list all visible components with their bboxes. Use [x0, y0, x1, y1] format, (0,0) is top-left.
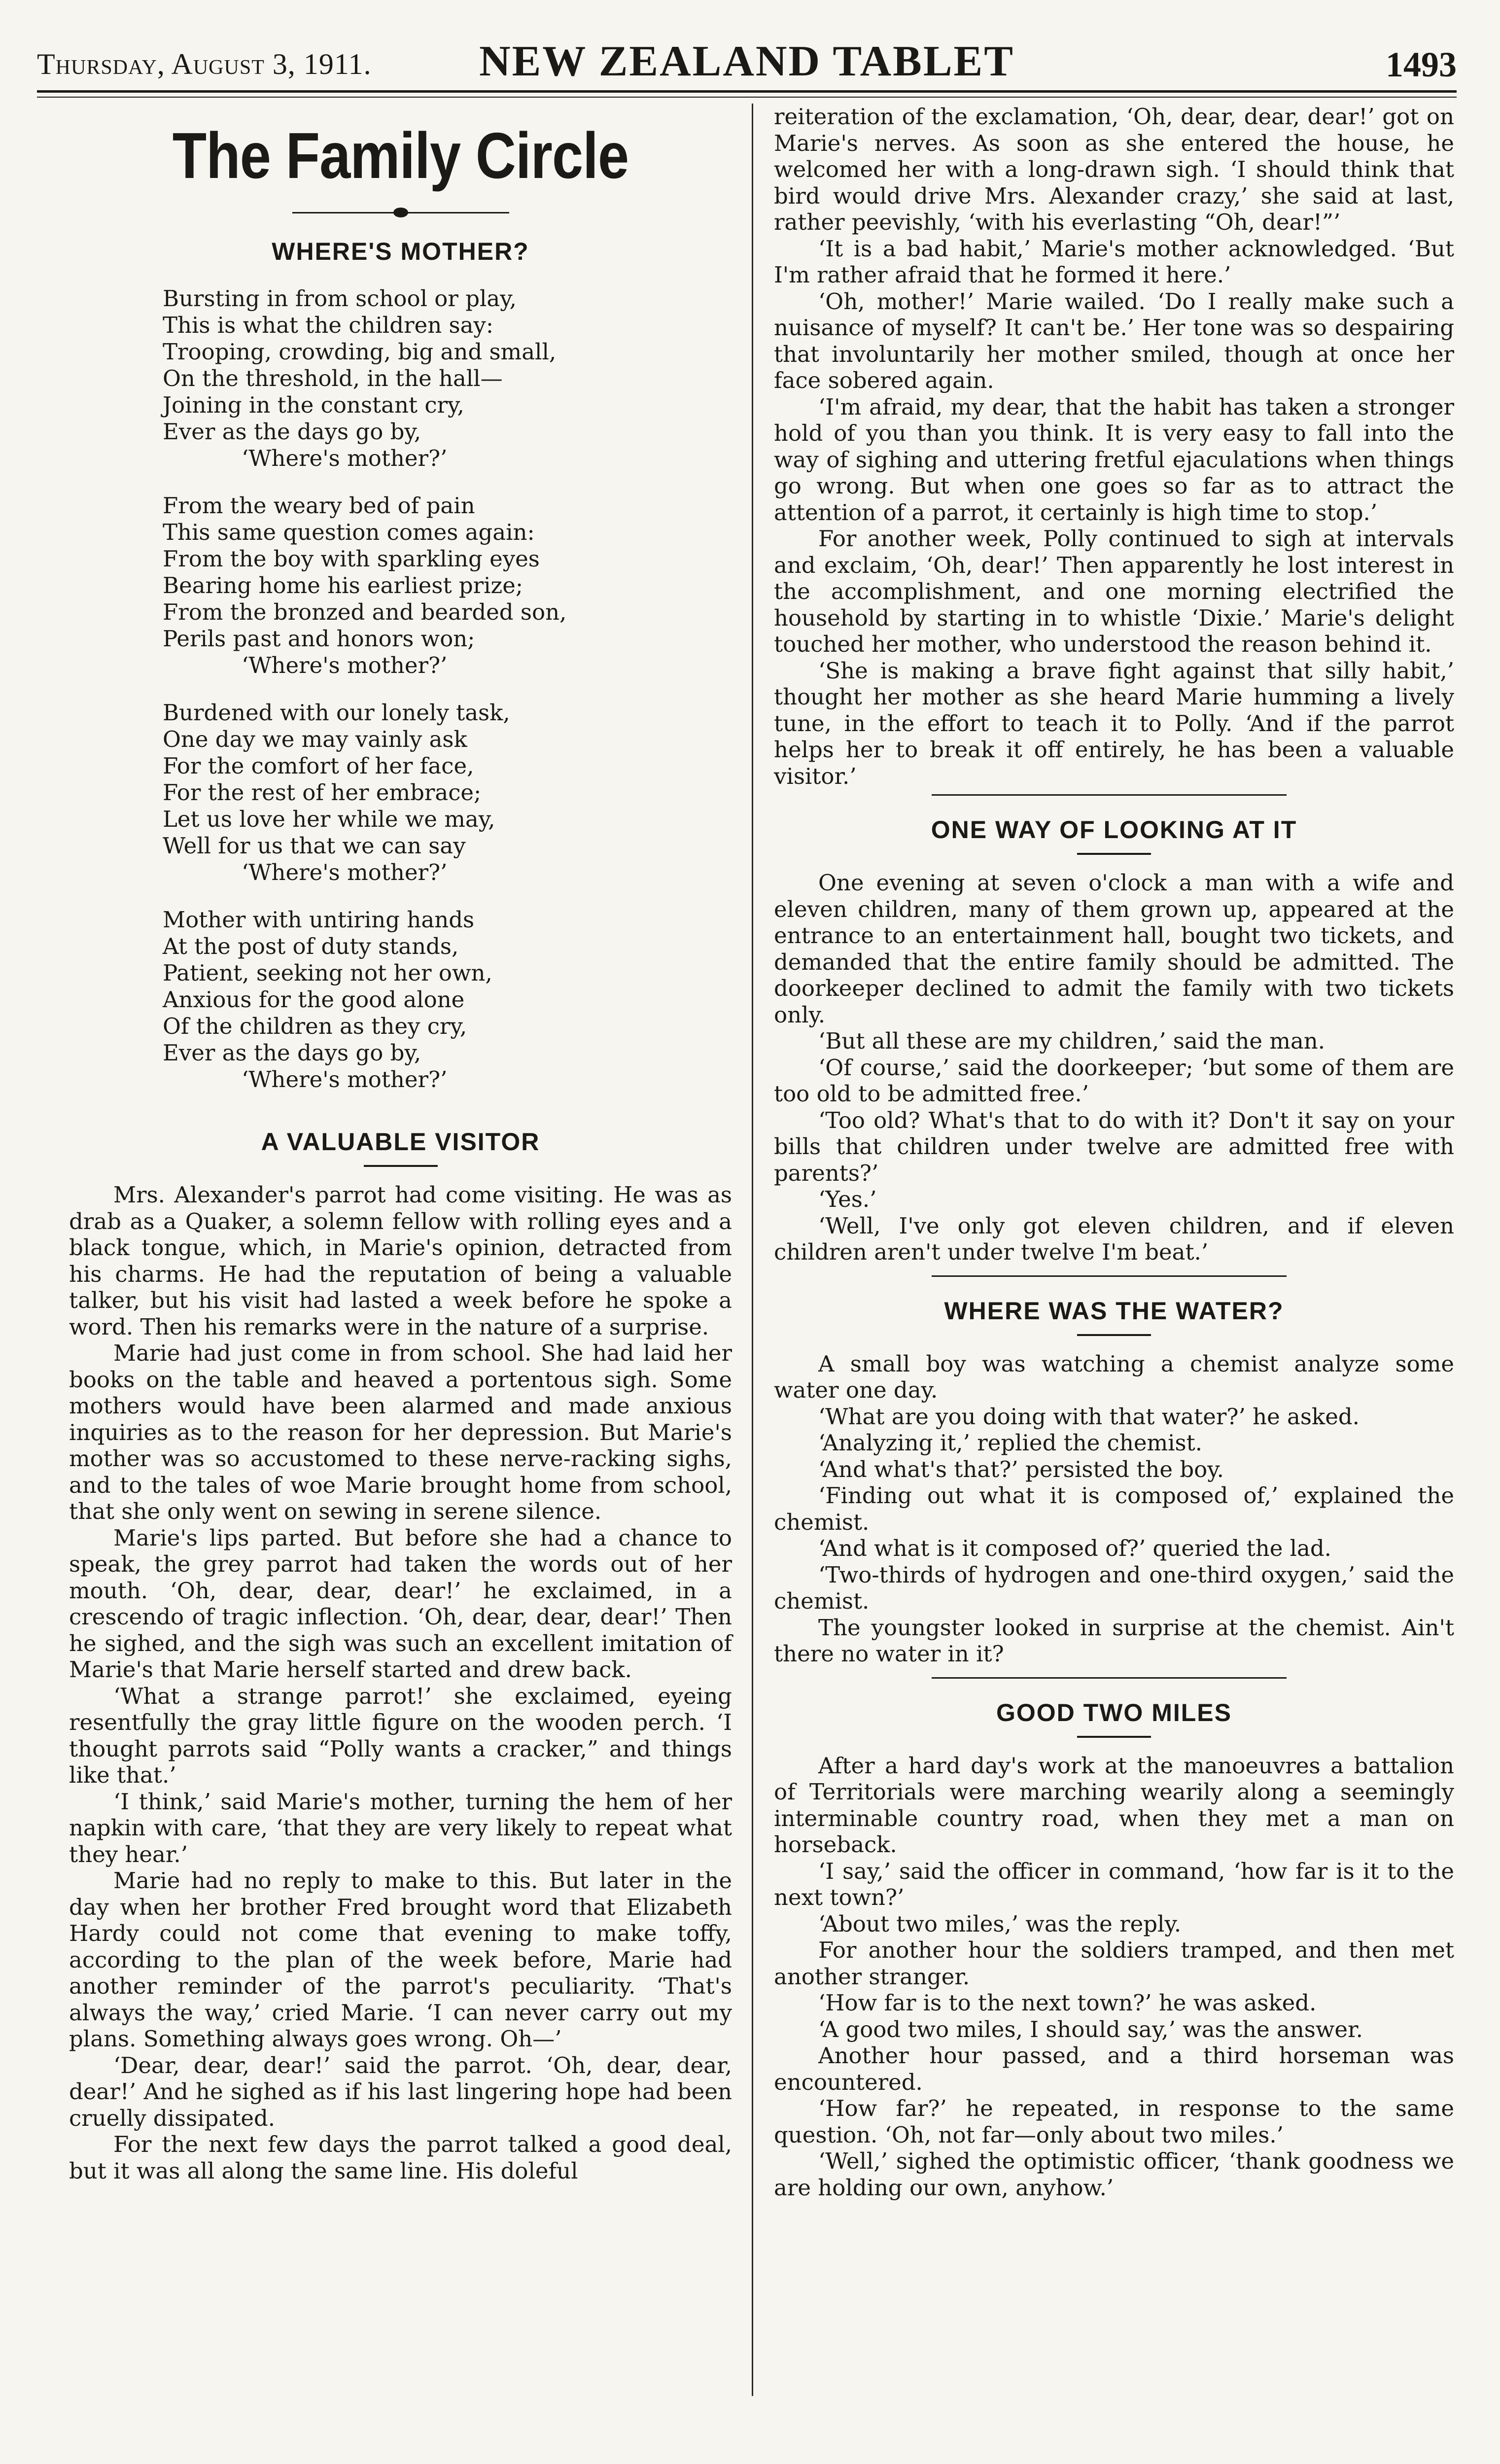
paragraph: ‘And what's that?’ persisted the boy.	[818, 1456, 1224, 1482]
article-title-two-miles: GOOD TWO MILES	[996, 1698, 1232, 1726]
paragraph: ‘Finding out what it is composed of,’ explained the chemist.	[774, 1482, 1454, 1535]
poem-refrain: ‘Where's mother?’	[242, 1066, 448, 1092]
paragraph: ‘How far?’ he repeated, in response to the same question. ‘Oh, not far—only about two miles.’	[774, 2095, 1454, 2148]
masthead-rule	[37, 90, 1457, 93]
poem-line: Ever as the days go by,	[163, 419, 421, 445]
poem-title: WHERE'S MOTHER?	[272, 238, 529, 265]
poem-line: Bursting in from school or play,	[163, 285, 517, 312]
right-column	[774, 104, 1454, 2201]
poem-line: Joining in the constant cry,	[163, 392, 464, 418]
paragraph: ‘Dear, dear, dear!’ said the parrot. ‘Oh, dear, dear, dear!’ And he sighed as if his last lingering hope had been cruelly dissipated.	[69, 2052, 732, 2131]
article-valuable-visitor	[69, 1182, 732, 2184]
poem-line: Patient, seeking not her own,	[163, 960, 492, 986]
section-rule	[1077, 853, 1151, 855]
poem-line: From the weary bed of pain	[163, 493, 475, 519]
article-two-miles	[774, 1753, 1454, 2201]
paragraph: Mrs. Alexander's parrot had come visiting. He was as drab as a Quaker, a solemn fellow with rolling eyes and a black tongue, which, in Marie's opinion, detracted from his charms. He had the reputation of being a valuable talker, but his visit had lasted a week before he spoke a word. Then his remarks were in the nature of a surprise.	[69, 1182, 732, 1340]
paragraph: The youngster looked in surprise at the chemist. Ain't there no water in it?	[774, 1614, 1454, 1667]
paragraph: Marie's lips parted. But before she had a chance to speak, the grey parrot had taken the words out of her mouth. ‘Oh, dear, dear, dear!’ he exclaimed, in a crescendo of tragic inflection. ‘Oh, dear, dear, dear!’ Then he sighed, and the sigh was such an excellent imitation of Marie's that Marie herself started and drew back.	[69, 1524, 732, 1683]
paragraph: ‘She is making a brave fight against that silly habit,’ thought her mother as she heard Marie humming a lively tune, in the effort to teach it to Polly. ‘And if the parrot helps her to break it off entirely, he has been a valuable visitor.’	[774, 657, 1454, 789]
poem-refrain: ‘Where's mother?’	[242, 652, 448, 678]
paragraph: ‘Oh, mother!’ Marie wailed. ‘Do I really make such a nuisance of myself? It can't be.’ Her tone was so despairing that involuntarily her mother smiled, though at once her face sobered again.	[774, 288, 1454, 393]
paragraph: After a hard day's work at the manoeuvres a battalion of Territorials were marching wearily along a seemingly interminable country road, when they met a man on horseback.	[774, 1752, 1454, 1858]
paragraph: ‘I say,’ said the officer in command, ‘how far is it to the next town?’	[774, 1858, 1454, 1910]
poem-line: Perils past and honors won;	[163, 626, 475, 652]
article-one-way	[774, 870, 1454, 1266]
poem-line: Anxious for the good alone	[163, 986, 465, 1013]
paragraph: ‘I think,’ said Marie's mother, turning the hem of her napkin with care, ‘that they are very likely to repeat what they hear.’	[69, 1788, 732, 1867]
paragraph: Marie had just come in from school. She had laid her books on the table and heaved a portentous sigh. Some mothers would have been alarmed and made anxious inquiries as to the reason for her depression. But Marie's mother was so accustomed to these nerve-racking sighs, and to the tales of woe Marie brought home from school, that she only went on sewing in serene silence.	[69, 1340, 732, 1524]
poem-line: Mother with untiring hands	[163, 907, 475, 933]
paragraph: ‘What are you doing with that water?’ he asked.	[818, 1403, 1360, 1430]
article-end-rule	[932, 1275, 1287, 1277]
poem-refrain: ‘Where's mother?’	[242, 445, 448, 471]
paragraph: One evening at seven o'clock a man with a wife and eleven children, many of them grown up, appeared at the entrance to an entertainment hall, bought two tickets, and demanded that the entire family should be admitted. The doorkeeper declined to admit the family with two tickets only.	[774, 870, 1454, 1028]
issue-date: Thursday, August 3, 1911.	[37, 48, 372, 80]
paragraph: ‘Yes.’	[818, 1186, 877, 1212]
paragraph: ‘Analyzing it,’ replied the chemist.	[818, 1430, 1203, 1456]
article-title-water: WHERE WAS THE WATER?	[944, 1297, 1284, 1325]
article-end-rule	[932, 1677, 1287, 1679]
article-valuable-visitor-continued	[774, 104, 1454, 789]
poem-line: Burdened with our lonely task,	[163, 700, 510, 726]
section-rule	[364, 1165, 438, 1167]
masthead-rule-thin	[37, 97, 1457, 98]
paragraph: ‘I'm afraid, my dear, that the habit has taken a stronger hold of you than you think. It is very easy to fall into the way of sighing and uttering fretful ejaculations when things go wrong. But when one goes so far as to attract the attention of a parrot, it certainly is high time to stop.’	[774, 393, 1454, 526]
paragraph: ‘Well,’ sighed the optimistic officer, ‘thank goodness we are holding our own, anyhow.’	[774, 2148, 1454, 2201]
left-column	[69, 104, 732, 2184]
poem-line: This same question comes again:	[163, 519, 535, 545]
paragraph: ‘A good two miles, I should say,’ was the answer.	[818, 2016, 1363, 2042]
paragraph: ‘Two-thirds of hydrogen and one-third oxygen,’ said the chemist.	[774, 1561, 1454, 1614]
article-end-rule	[932, 794, 1287, 796]
poem-stanza	[163, 700, 732, 886]
poem-line: From the bronzed and bearded son,	[163, 599, 567, 625]
paragraph: ‘And what is it composed of?’ queried the lad.	[818, 1535, 1331, 1561]
poem-line: Of the children as they cry,	[163, 1013, 467, 1039]
article-water	[774, 1351, 1454, 1667]
paragraph: Marie had no reply to make to this. But later in the day when her brother Fred brought word that Elizabeth Hardy could not come that evening to make toffy, according to the plan of the week before, Marie had another reminder of the parrot's peculiarity. ‘That's always the way,’ cried Marie. ‘I can never carry out my plans. Something always goes wrong. Oh—’	[69, 1867, 732, 2052]
poem-where-is-mother	[163, 285, 732, 1093]
poem-line: At the post of duty stands,	[163, 933, 459, 959]
column-divider	[752, 104, 753, 2396]
paragraph: ‘But all these are my children,’ said the man.	[818, 1028, 1326, 1054]
paragraph: ‘What a strange parrot!’ she exclaimed, eyeing resentfully the gray little figure on the wooden perch. ‘I thought parrots said “Polly wants a cracker,” and things like that.’	[69, 1683, 732, 1788]
page-number: 1493	[1386, 45, 1457, 84]
poem-stanza	[163, 285, 732, 472]
paragraph: For another week, Polly continued to sigh at intervals and exclaim, ‘Oh, dear!’ Then apparently he lost interest in the accomplishment, and one morning electrified the household by starting in to whistle ‘Dixie.’ Marie's delight touched her mother, who understood the reason behind it.	[774, 526, 1454, 657]
article-title-one-way: ONE WAY OF LOOKING AT IT	[931, 816, 1297, 844]
article-title-valuable-visitor: A VALUABLE VISITOR	[261, 1128, 540, 1156]
paragraph: ‘How far is to the next town?’ he was asked.	[818, 1990, 1317, 2016]
poem-line: Let us love her while we may,	[163, 806, 495, 832]
newspaper-title: NEW ZEALAND TABLET	[479, 37, 1014, 85]
paragraph: A small boy was watching a chemist analyze some water one day.	[774, 1350, 1454, 1403]
section-rule	[1077, 1736, 1151, 1738]
paragraph: reiteration of the exclamation, ‘Oh, dear, dear, dear!’ got on Marie's nerves. As soon as she entered the house, he welcomed her with a long-drawn sigh. ‘I should think that bird would drive Mrs. Alexander crazy,’ she said at last, rather peevishly, ‘with his everlasting “Oh, dear!”’	[774, 104, 1454, 235]
paragraph: ‘It is a bad habit,’ Marie's mother acknowledged. ‘But I'm rather afraid that he formed it here.’	[774, 235, 1454, 288]
paragraph: ‘Of course,’ said the doorkeeper; ‘but some of them are too old to be admitted free.’	[774, 1054, 1454, 1107]
section-rule	[1077, 1334, 1151, 1336]
poem-line: Well for us that we can say	[163, 833, 466, 859]
paragraph: Another hour passed, and a third horseman was encountered.	[774, 2042, 1454, 2095]
paragraph: ‘Too old? What's that to do with it? Don't it say on your bills that children under twelve are admitted free with parents?’	[774, 1107, 1454, 1186]
paragraph: For the next few days the parrot talked a good deal, but it was all along the same line. His doleful	[69, 2131, 732, 2184]
poem-line: Bearing home his earliest prize;	[163, 572, 523, 598]
poem-line: On the threshold, in the hall—	[163, 365, 503, 391]
poem-line: Trooping, crowding, big and small,	[163, 339, 557, 365]
poem-line: One day we may vainly ask	[163, 726, 467, 752]
poem-line: This is what the children say:	[163, 312, 494, 338]
poem-line: From the boy with sparkling eyes	[163, 546, 540, 572]
poem-stanza	[163, 493, 732, 679]
paragraph: ‘About two miles,’ was the reply.	[818, 1910, 1182, 1937]
poem-line: For the rest of her embrace;	[163, 779, 482, 806]
ornamental-rule	[292, 208, 509, 217]
poem-stanza	[163, 907, 732, 1093]
paragraph: ‘Well, I've only got eleven children, and if eleven children aren't under twelve I'm beat.’	[774, 1212, 1454, 1265]
section-title-family-circle: The Family Circle	[172, 119, 629, 192]
masthead	[37, 30, 1457, 89]
paragraph: For another hour the soldiers tramped, and then met another stranger.	[774, 1937, 1454, 1990]
poem-line: For the comfort of her face,	[163, 753, 474, 779]
poem-refrain: ‘Where's mother?’	[242, 859, 448, 885]
poem-line: Ever as the days go by,	[163, 1040, 421, 1066]
